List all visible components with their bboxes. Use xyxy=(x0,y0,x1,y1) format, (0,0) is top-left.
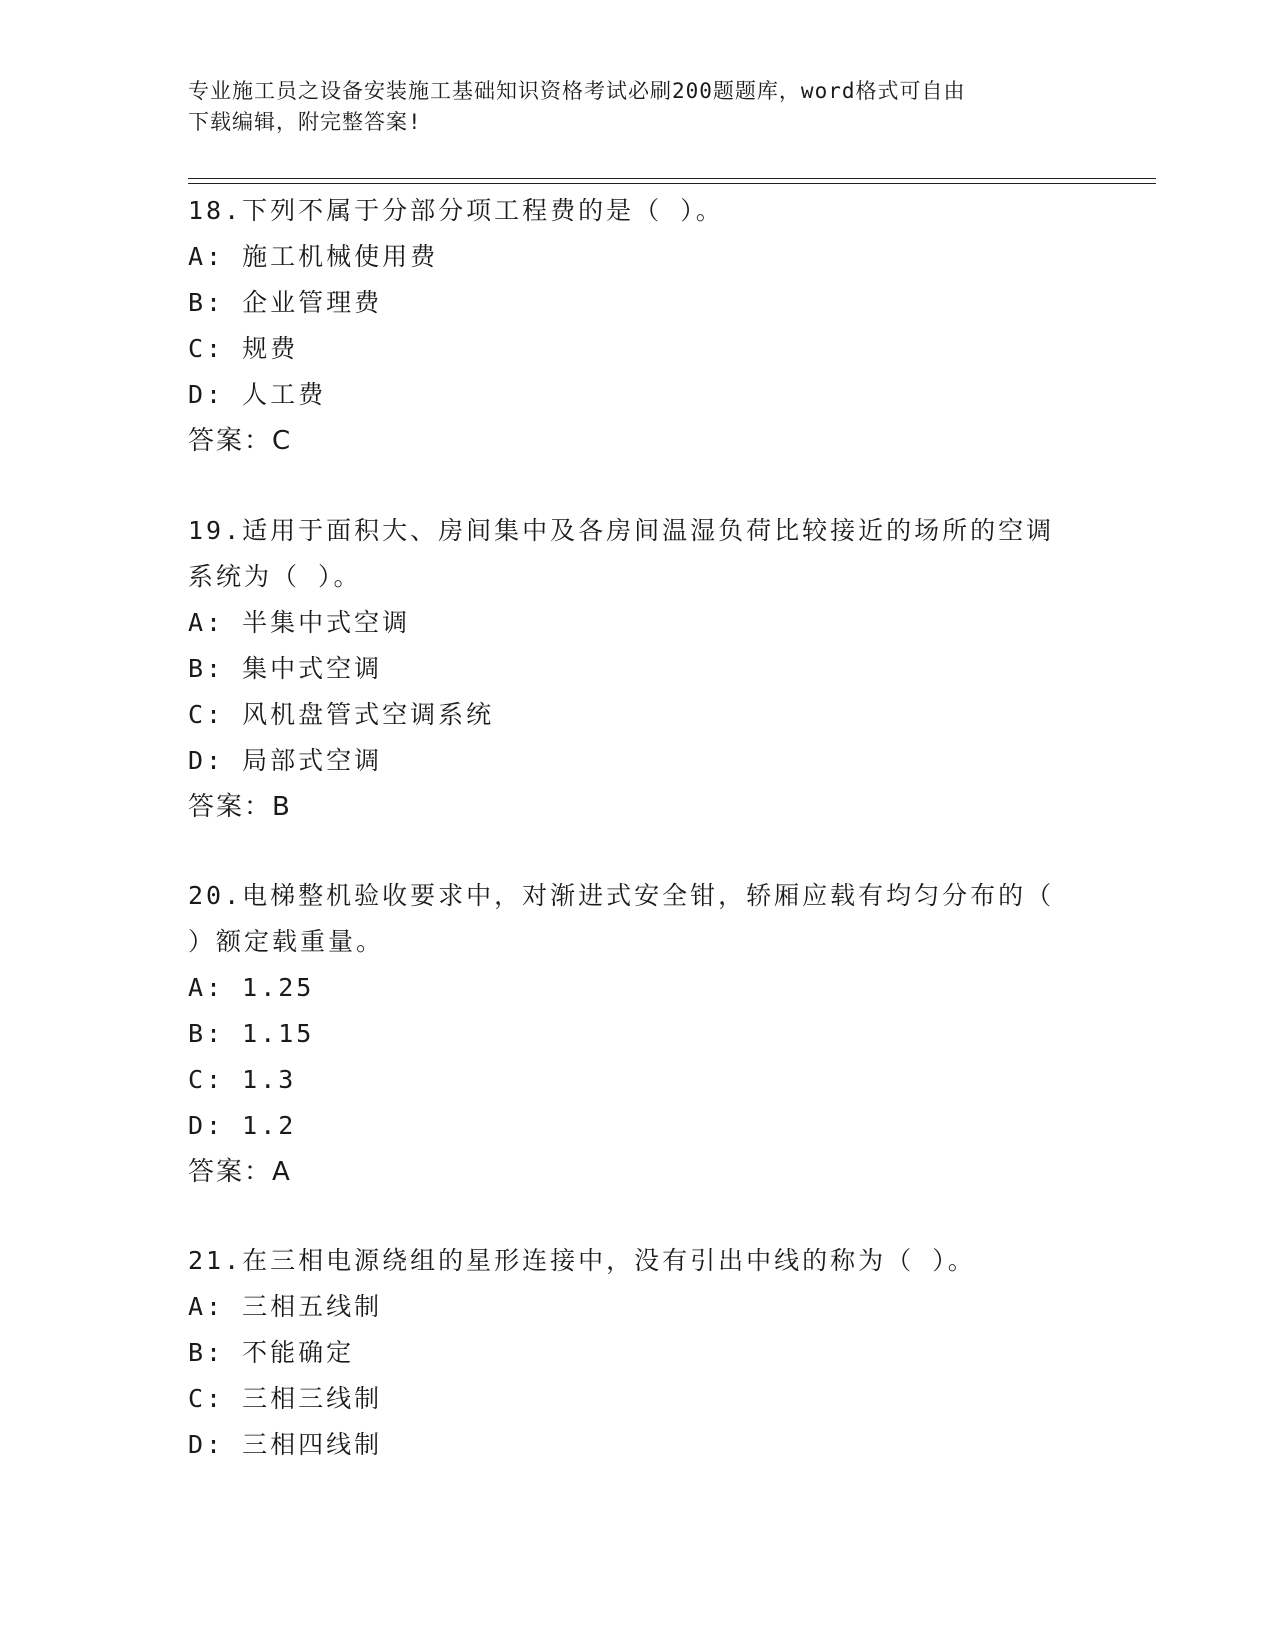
answer-line: 答案：C xyxy=(188,426,293,456)
question-21 xyxy=(188,1238,1088,1468)
header-divider-top xyxy=(188,178,1156,179)
header-line-2: 下载编辑，附完整答案! xyxy=(188,110,422,134)
option-a: A: 1.25 xyxy=(188,973,315,1002)
option-d: D: 1.2 xyxy=(188,1111,297,1140)
option-b: B: 1.15 xyxy=(188,1019,315,1048)
question-stem-line-1: 19.适用于面积大、房间集中及各房间温湿负荷比较接近的场所的空调 xyxy=(188,516,1055,545)
question-20 xyxy=(188,873,1088,1195)
option-d: D: 局部式空调 xyxy=(188,746,383,775)
document-header xyxy=(188,76,1068,138)
option-d: D: 三相四线制 xyxy=(188,1430,383,1459)
header-divider-bottom xyxy=(188,183,1156,184)
option-b: B: 集中式空调 xyxy=(188,654,383,683)
question-stem: 18.下列不属于分部分项工程费的是（ ）。 xyxy=(188,196,724,225)
option-a: A: 半集中式空调 xyxy=(188,608,411,637)
option-a: A: 施工机械使用费 xyxy=(188,242,439,271)
option-b: B: 企业管理费 xyxy=(188,288,383,317)
option-d: D: 人工费 xyxy=(188,380,327,409)
question-19 xyxy=(188,508,1088,830)
answer-line: 答案：A xyxy=(188,1157,292,1187)
question-stem: 21.在三相电源绕组的星形连接中，没有引出中线的称为（ ）。 xyxy=(188,1246,976,1275)
option-a: A: 三相五线制 xyxy=(188,1292,383,1321)
option-c: C: 风机盘管式空调系统 xyxy=(188,700,495,729)
answer-line: 答案：B xyxy=(188,792,292,822)
question-stem-line-2: ）额定载重量。 xyxy=(188,927,385,956)
option-c: C: 1.3 xyxy=(188,1065,297,1094)
option-b: B: 不能确定 xyxy=(188,1338,355,1367)
question-stem-line-1: 20.电梯整机验收要求中，对渐进式安全钳，轿厢应载有均匀分布的（ xyxy=(188,881,1055,910)
question-stem-line-2: 系统为（ ）。 xyxy=(188,562,362,591)
question-18 xyxy=(188,188,1088,464)
option-c: C: 规费 xyxy=(188,334,299,363)
header-line-1: 专业施工员之设备安装施工基础知识资格考试必刷200题题库，word格式可自由 xyxy=(188,79,966,103)
option-c: C: 三相三线制 xyxy=(188,1384,383,1413)
